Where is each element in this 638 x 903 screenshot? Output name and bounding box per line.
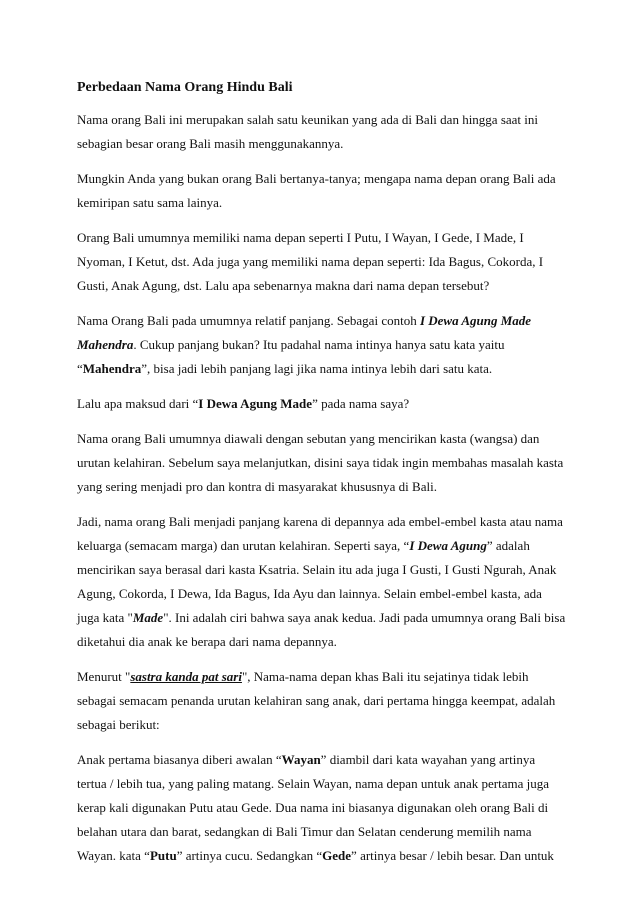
emphasis-name: Made <box>132 610 164 625</box>
text-run: ”, bisa jadi lebih panjang lagi jika nama intinya lebih dari satu kata. <box>141 361 493 376</box>
text-run: Anak pertama biasanya diberi awalan “ <box>77 752 282 767</box>
text-line <box>77 665 567 689</box>
text-line: belahan utara dan barat, sedangkan di Bali Timur dan Selatan cenderung memilih nama <box>77 824 532 839</box>
text-line: kerap kali digunakan Putu atau Gede. Dua nama ini biasanya digunakan oleh orang Bali di <box>77 800 549 815</box>
text-run: Menurut " <box>77 669 131 684</box>
text-line: sebagai berikut: <box>77 717 160 732</box>
emphasis-name: Mahendra <box>77 337 134 352</box>
text-run: ". Ini adalah ciri bahwa saya anak kedua. Jadi pada umumnya orang Bali bisa <box>163 610 566 625</box>
paragraph-5 <box>77 392 567 416</box>
text-run: Nama Orang Bali pada umumnya relatif panjang. Sebagai contoh <box>77 313 420 328</box>
document-page <box>77 76 567 879</box>
text-line: Mungkin Anda yang bukan orang Bali bertanya-tanya; mengapa nama depan orang Bali ada <box>77 171 556 186</box>
paragraph-3 <box>77 226 567 298</box>
text-line <box>77 333 567 357</box>
text-line: Gusti, Anak Agung, dst. Lalu apa sebenarnya makna dari nama depan tersebut? <box>77 278 490 293</box>
page-title: Perbedaan Nama Orang Hindu Bali <box>77 80 293 95</box>
text-line: Orang Bali umumnya memiliki nama depan seperti I Putu, I Wayan, I Gede, I Made, I <box>77 230 524 245</box>
text-line <box>77 844 567 868</box>
emphasis-name: I Dewa Agung Made <box>419 313 532 328</box>
paragraph-4 <box>77 309 567 381</box>
text-run: Wayan. kata “ <box>77 848 150 863</box>
text-line <box>77 606 567 630</box>
sastra-link[interactable]: sastra kanda pat sari <box>130 669 242 684</box>
paragraph-6 <box>77 427 567 499</box>
text-run: ” diambil dari kata wayahan yang artinya <box>320 752 536 767</box>
text-line: Jadi, nama orang Bali menjadi panjang karena di depannya ada embel-embel kasta atau nama <box>77 514 563 529</box>
text-run: “ <box>77 361 83 376</box>
text-line <box>77 534 567 558</box>
text-run: keluarga (semacam marga) dan urutan kelahiran. Seperti saya, “ <box>77 538 410 553</box>
paragraph-9 <box>77 748 567 868</box>
text-run: juga kata " <box>77 610 133 625</box>
text-line <box>77 309 567 333</box>
paragraph-2 <box>77 167 567 215</box>
text-line <box>77 357 567 381</box>
paragraph-1 <box>77 108 567 156</box>
text-line: Nama orang Bali umumnya diawali dengan sebutan yang mencirikan kasta (wangsa) dan <box>77 431 540 446</box>
text-line: sebagian besar orang Bali masih menggunakannya. <box>77 136 344 151</box>
text-line: tertua / lebih tua, yang paling matang. Selain Wayan, nama depan untuk anak pertama juga <box>77 776 549 791</box>
text-line: yang sering menjadi pro dan kontra di masyarakat khususnya di Bali. <box>77 479 437 494</box>
text-run: ” artinya cucu. Sedangkan “ <box>176 848 323 863</box>
text-line: urutan kelahiran. Sebelum saya melanjutkan, disini saya tidak ingin membahas masalah kasta <box>77 455 564 470</box>
text-run: Lalu apa maksud dari “ <box>77 396 199 411</box>
text-run: ” pada nama saya? <box>312 396 410 411</box>
bold-name: Putu <box>149 848 177 863</box>
bold-name: Wayan <box>281 752 321 767</box>
text-run: ” adalah <box>486 538 530 553</box>
text-run: ” artinya besar / lebih besar. Dan untuk <box>351 848 554 863</box>
text-run: . Cukup panjang bukan? Itu padahal nama intinya hanya satu kata yaitu <box>133 337 505 352</box>
text-line: kemiripan satu sama lainya. <box>77 195 223 210</box>
text-line: diketahui dia anak ke berapa dari nama depannya. <box>77 634 337 649</box>
emphasis-name: I Dewa Agung <box>409 538 487 553</box>
text-line: sebagai semacam penanda urutan kelahiran sang anak, dari pertama hingga keempat, adalah <box>77 693 556 708</box>
bold-name: Mahendra <box>82 361 142 376</box>
text-line: Nyoman, I Ketut, dst. Ada juga yang memiliki nama depan seperti: Ida Bagus, Cokorda, I <box>77 254 544 269</box>
bold-name: Gede <box>322 848 352 863</box>
paragraph-8 <box>77 665 567 737</box>
bold-name: I Dewa Agung Made <box>198 396 313 411</box>
text-line: Nama orang Bali ini merupakan salah satu keunikan yang ada di Bali dan hingga saat ini <box>77 112 539 127</box>
text-line: mencirikan saya berasal dari kasta Ksatria. Selain itu ada juga I Gusti, I Gusti Ngurah, Anak <box>77 562 557 577</box>
text-run: ", Nama-nama depan khas Bali itu sejatinya tidak lebih <box>241 669 529 684</box>
text-line <box>77 392 567 416</box>
paragraph-7 <box>77 510 567 654</box>
text-line: Agung, Cokorda, I Dewa, Ida Bagus, Ida Ayu dan lainnya. Selain embel-embel kasta, ada <box>77 586 542 601</box>
text-line <box>77 748 567 772</box>
